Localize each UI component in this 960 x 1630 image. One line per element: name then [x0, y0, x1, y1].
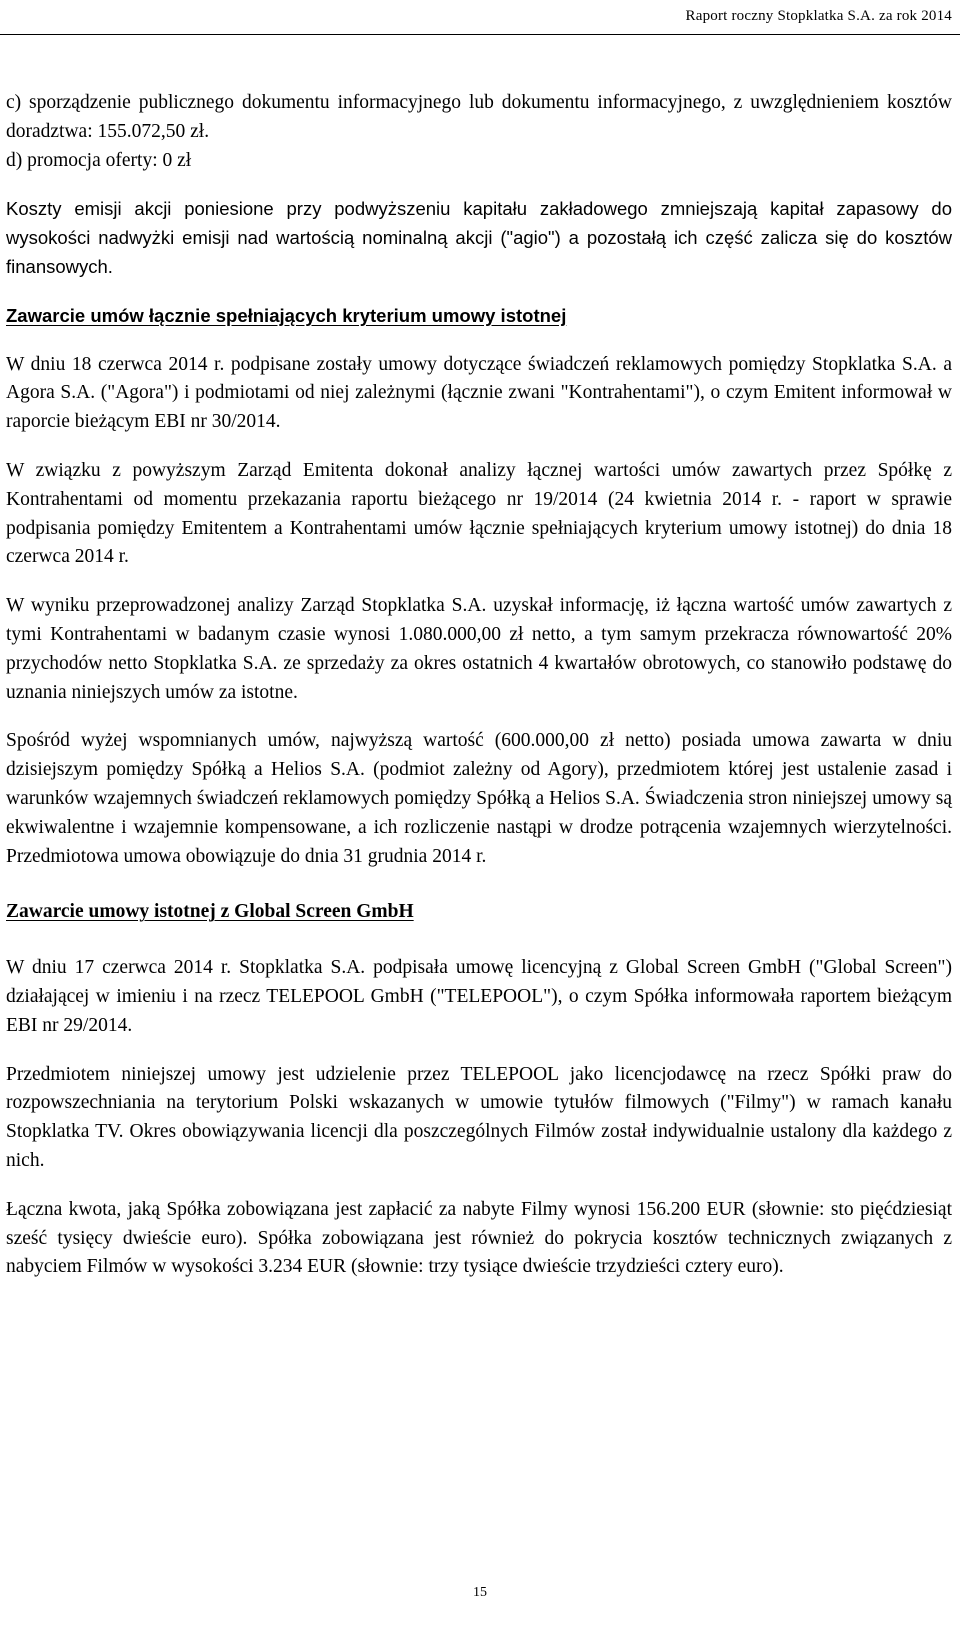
agreements-paragraph-2: W związku z powyższym Zarząd Emitenta dokonał analizy łącznej wartości umów zawartych przez Spółkę z Kontrahentami od momentu przekazania raportu bieżącego nr 19/2014 (24 kwietnia 2014 r. - raport w sprawie podpisania pomiędzy Emitentem a Kontrahentami umów łącznie spełniających kryterium umowy istotnej) do dnia 18 czerwca 2014 r.: [6, 459, 952, 568]
section-heading-agreements: Zawarcie umów łącznie spełniających kryterium umowy istotnej: [6, 304, 567, 326]
item-c-paragraph: c) sporządzenie publicznego dokumentu informacyjnego lub dokumentu informacyjnego, z uwzględnieniem kosztów doradztwa: 155.072,50 zł.: [6, 92, 952, 142]
global-screen-paragraph-2: Przedmiotem niniejszej umowy jest udzielenie przez TELEPOOL jako licencjodawcę na rzecz Spółki praw do rozpowszechniania na terytorium Polski wskazanych w umowie tytułów filmowych ("Filmy") w ramach kanału Stopklatka TV. Okres obowiązywania licencji dla poszczególnych Filmów został indywidualnie ustalony dla każdego z nich.: [6, 1063, 952, 1171]
global-screen-paragraph-1: W dniu 17 czerwca 2014 r. Stopklatka S.A. podpisała umowę licencyjną z Global Screen GmbH ("Global Screen") działającej w imieniu i na rzecz TELEPOOL GmbH ("TELEPOOL"), o czym Spółka informowała raportem bieżącym EBI nr 29/2014.: [6, 957, 952, 1036]
document-body: [6, 89, 952, 1282]
agreements-paragraph-4: Spośród wyżej wspomnianych umów, najwyższą wartość (600.000,00 zł netto) posiada umowa zawarta w dniu dzisiejszym pomiędzy Spółką a Helios S.A. (podmiot zależny od Agory), przedmiotem której jest ustalenie zasad i warunków wzajemnych świadczeń reklamowych pomiędzy Spółką a Helios S.A. Świadczenia stron niniejszej umowy są ekwiwalentne i wzajemnie kompensowane, a ich rozliczenie nastąpi w drodze potrącenia wzajemnych wierzytelności. Przedmiotowa umowa obowiązuje do dnia 31 grudnia 2014 r.: [6, 730, 952, 867]
header-divider: [0, 34, 960, 35]
agreements-paragraph-3: W wyniku przeprowadzonej analizy Zarząd Stopklatka S.A. uzyskał informację, iż łączna wartość umów zawartych z tymi Kontrahentami w badanym czasie wynosi 1.080.000,00 zł netto, a tym samym przekracza równowartość 20% przychodów netto Stopklatka S.A. ze sprzedaży za okres ostatnich 4 kwartałów obrotowych, co stanowiło podstawę do uznania niniejszych umów za istotne.: [6, 595, 952, 703]
item-d-paragraph: d) promocja oferty: 0 zł: [6, 149, 192, 171]
section-heading-global-screen: Zawarcie umowy istotnej z Global Screen GmbH: [6, 901, 414, 923]
page-number: 15: [473, 1585, 487, 1600]
agreements-paragraph-1: W dniu 18 czerwca 2014 r. podpisane zostały umowy dotyczące świadczeń reklamowych pomiędzy Stopklatka S.A. a Agora S.A. ("Agora") i podmiotami od niej zależnymi (łącznie zwani "Kontrahentami"), o czym Emitent informował w raporcie bieżącym EBI nr 30/2014.: [6, 353, 952, 433]
global-screen-paragraph-3: Łączna kwota, jaką Spółka zobowiązana jest zapłacić za nabyte Filmy wynosi 156.200 EUR (słownie: sto pięćdziesiąt sześć tysięcy dwieście euro). Spółka zobowiązana jest również do pokrycia kosztów technicznych związanych z nabyciem Filmów w wysokości 3.234 EUR (słownie: trzy tysiące dwieście trzydzieści cztery euro).: [6, 1198, 952, 1278]
running-header: Raport roczny Stopklatka S.A. za rok 2014: [685, 8, 952, 24]
emission-costs-paragraph: Koszty emisji akcji poniesione przy podwyższeniu kapitału zakładowego zmniejszają kapitał zapasowy do wysokości nadwyżki emisji nad wartością nominalną akcji ("agio") a pozostałą ich część zalicza się do kosztów finansowych.: [6, 198, 952, 277]
